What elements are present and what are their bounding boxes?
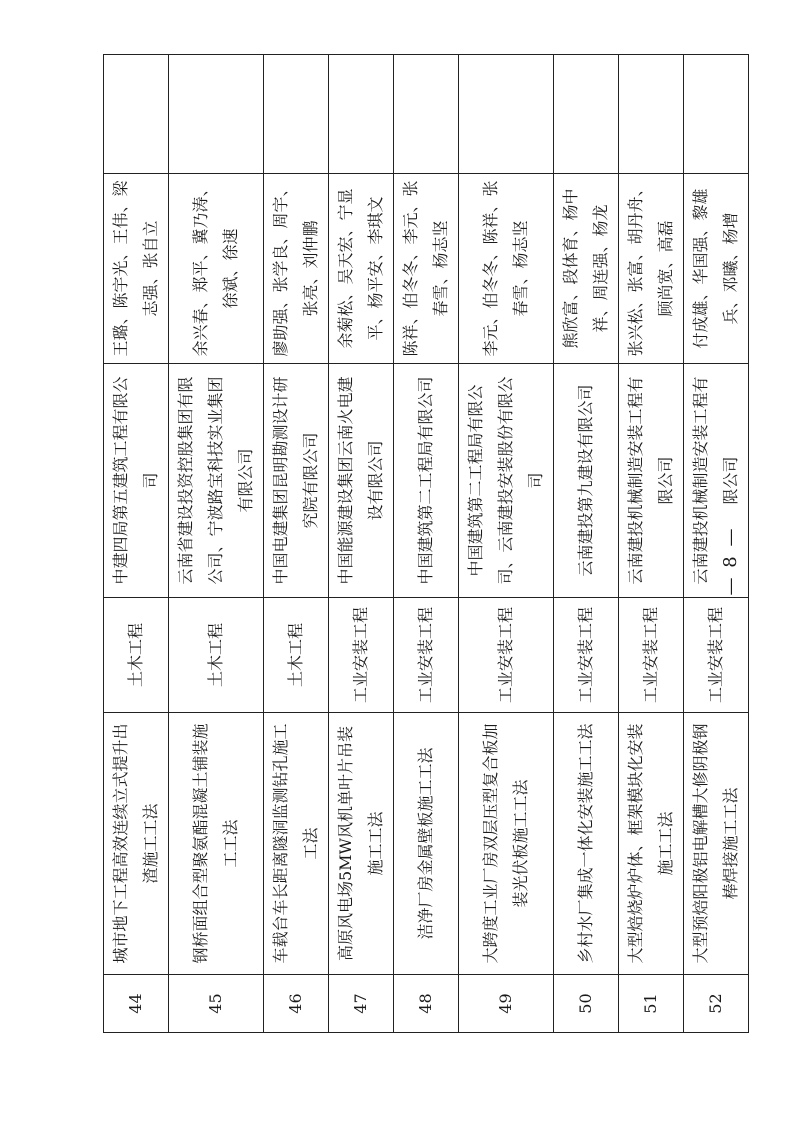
extra-cell	[554, 55, 619, 174]
extra-cell	[169, 55, 264, 174]
method-name: 城市地下工程高效连续立式提升出渣施工工法	[104, 713, 169, 975]
table-row	[394, 55, 459, 1033]
organization: 中国建筑第二工程局有限公司	[394, 364, 459, 598]
method-name: 钢桥面组合型聚氨酯混凝土铺装施工工法	[169, 713, 264, 975]
row-number: 49	[459, 975, 554, 1033]
row-number: 44	[104, 975, 169, 1033]
category: 土木工程	[264, 598, 329, 713]
table-row	[619, 55, 684, 1033]
row-number: 50	[554, 975, 619, 1033]
people: 付成雄、华国强、黎雄兵、邓曦、杨增	[684, 174, 749, 364]
table-row	[554, 55, 619, 1033]
people: 张兴松、张富、胡丹舟、顾尚宽、高磊	[619, 174, 684, 364]
table-row	[169, 55, 264, 1033]
organization: 云南省建设投资控股集团有限公司、宁波路宝科技实业集团有限公司	[169, 364, 264, 598]
extra-cell	[684, 55, 749, 174]
method-name: 大型焙烧炉炉体、框架模块化安装施工工法	[619, 713, 684, 975]
row-number: 46	[264, 975, 329, 1033]
extra-cell	[104, 55, 169, 174]
extra-cell	[394, 55, 459, 174]
category: 工业安装工程	[554, 598, 619, 713]
row-number: 51	[619, 975, 684, 1033]
extra-cell	[619, 55, 684, 174]
table-row	[459, 55, 554, 1033]
people: 王璐、陈宇光、王伟、梁志强、张自立	[104, 174, 169, 364]
award-table	[103, 54, 749, 1033]
method-name: 高原风电场5MW风机单叶片吊装施工工法	[329, 713, 394, 975]
category: 工业安装工程	[394, 598, 459, 713]
method-name: 车载台车长距离隧洞监测钻孔施工工法	[264, 713, 329, 975]
method-name: 洁净厂房金属壁板施工工法	[394, 713, 459, 975]
table-row	[104, 55, 169, 1033]
organization: 云南建投机械制造安装工程有限公司	[619, 364, 684, 598]
people: 余菊松、吴天宏、宁显平、杨平安、李琪文	[329, 174, 394, 364]
extra-cell	[264, 55, 329, 174]
organization: 中国建筑第二工程局有限公司、云南建投安装股份有限公司	[459, 364, 554, 598]
extra-cell	[329, 55, 394, 174]
category: 土木工程	[169, 598, 264, 713]
organization: 中建四局第五建筑工程有限公司	[104, 364, 169, 598]
method-name: 大跨度工业厂房双层压型复合板加装光伏板施工工法	[459, 713, 554, 975]
people: 李元、伯冬冬、陈祥、张春雪、杨志坚	[459, 174, 554, 364]
method-name: 大型预焙阳极铝电解槽大修阴极钢棒焊接施工工法	[684, 713, 749, 975]
row-number: 45	[169, 975, 264, 1033]
organization: 中国电建集团昆明勘测设计研究院有限公司	[264, 364, 329, 598]
category: 工业安装工程	[459, 598, 554, 713]
organization: 云南建投第九建设有限公司	[554, 364, 619, 598]
category: 土木工程	[104, 598, 169, 713]
table-row	[264, 55, 329, 1033]
people: 陈祥、伯冬冬、李元、张春雪、杨志坚	[394, 174, 459, 364]
extra-cell	[459, 55, 554, 174]
organization: 中国能源建设集团云南火电建设有限公司	[329, 364, 394, 598]
category: 工业安装工程	[619, 598, 684, 713]
row-number: 47	[329, 975, 394, 1033]
table-body	[104, 55, 749, 1033]
people: 余兴春、郑平、冀乃涛、徐斌、徐速	[169, 174, 264, 364]
table-row	[329, 55, 394, 1033]
organization: 云南建投机械制造安装工程有限公司	[684, 364, 749, 598]
category: 工业安装工程	[684, 598, 749, 713]
category: 工业安装工程	[329, 598, 394, 713]
row-number: 52	[684, 975, 749, 1033]
people: 熊欣富、段体育、杨中祥、周连强、杨龙	[554, 174, 619, 364]
page-number: — 8 —	[720, 526, 741, 596]
method-name: 乡村水厂集成一体化安装施工工法	[554, 713, 619, 975]
people: 廖助强、张学良、周宇、张亮、刘仲鹏	[264, 174, 329, 364]
row-number: 48	[394, 975, 459, 1033]
